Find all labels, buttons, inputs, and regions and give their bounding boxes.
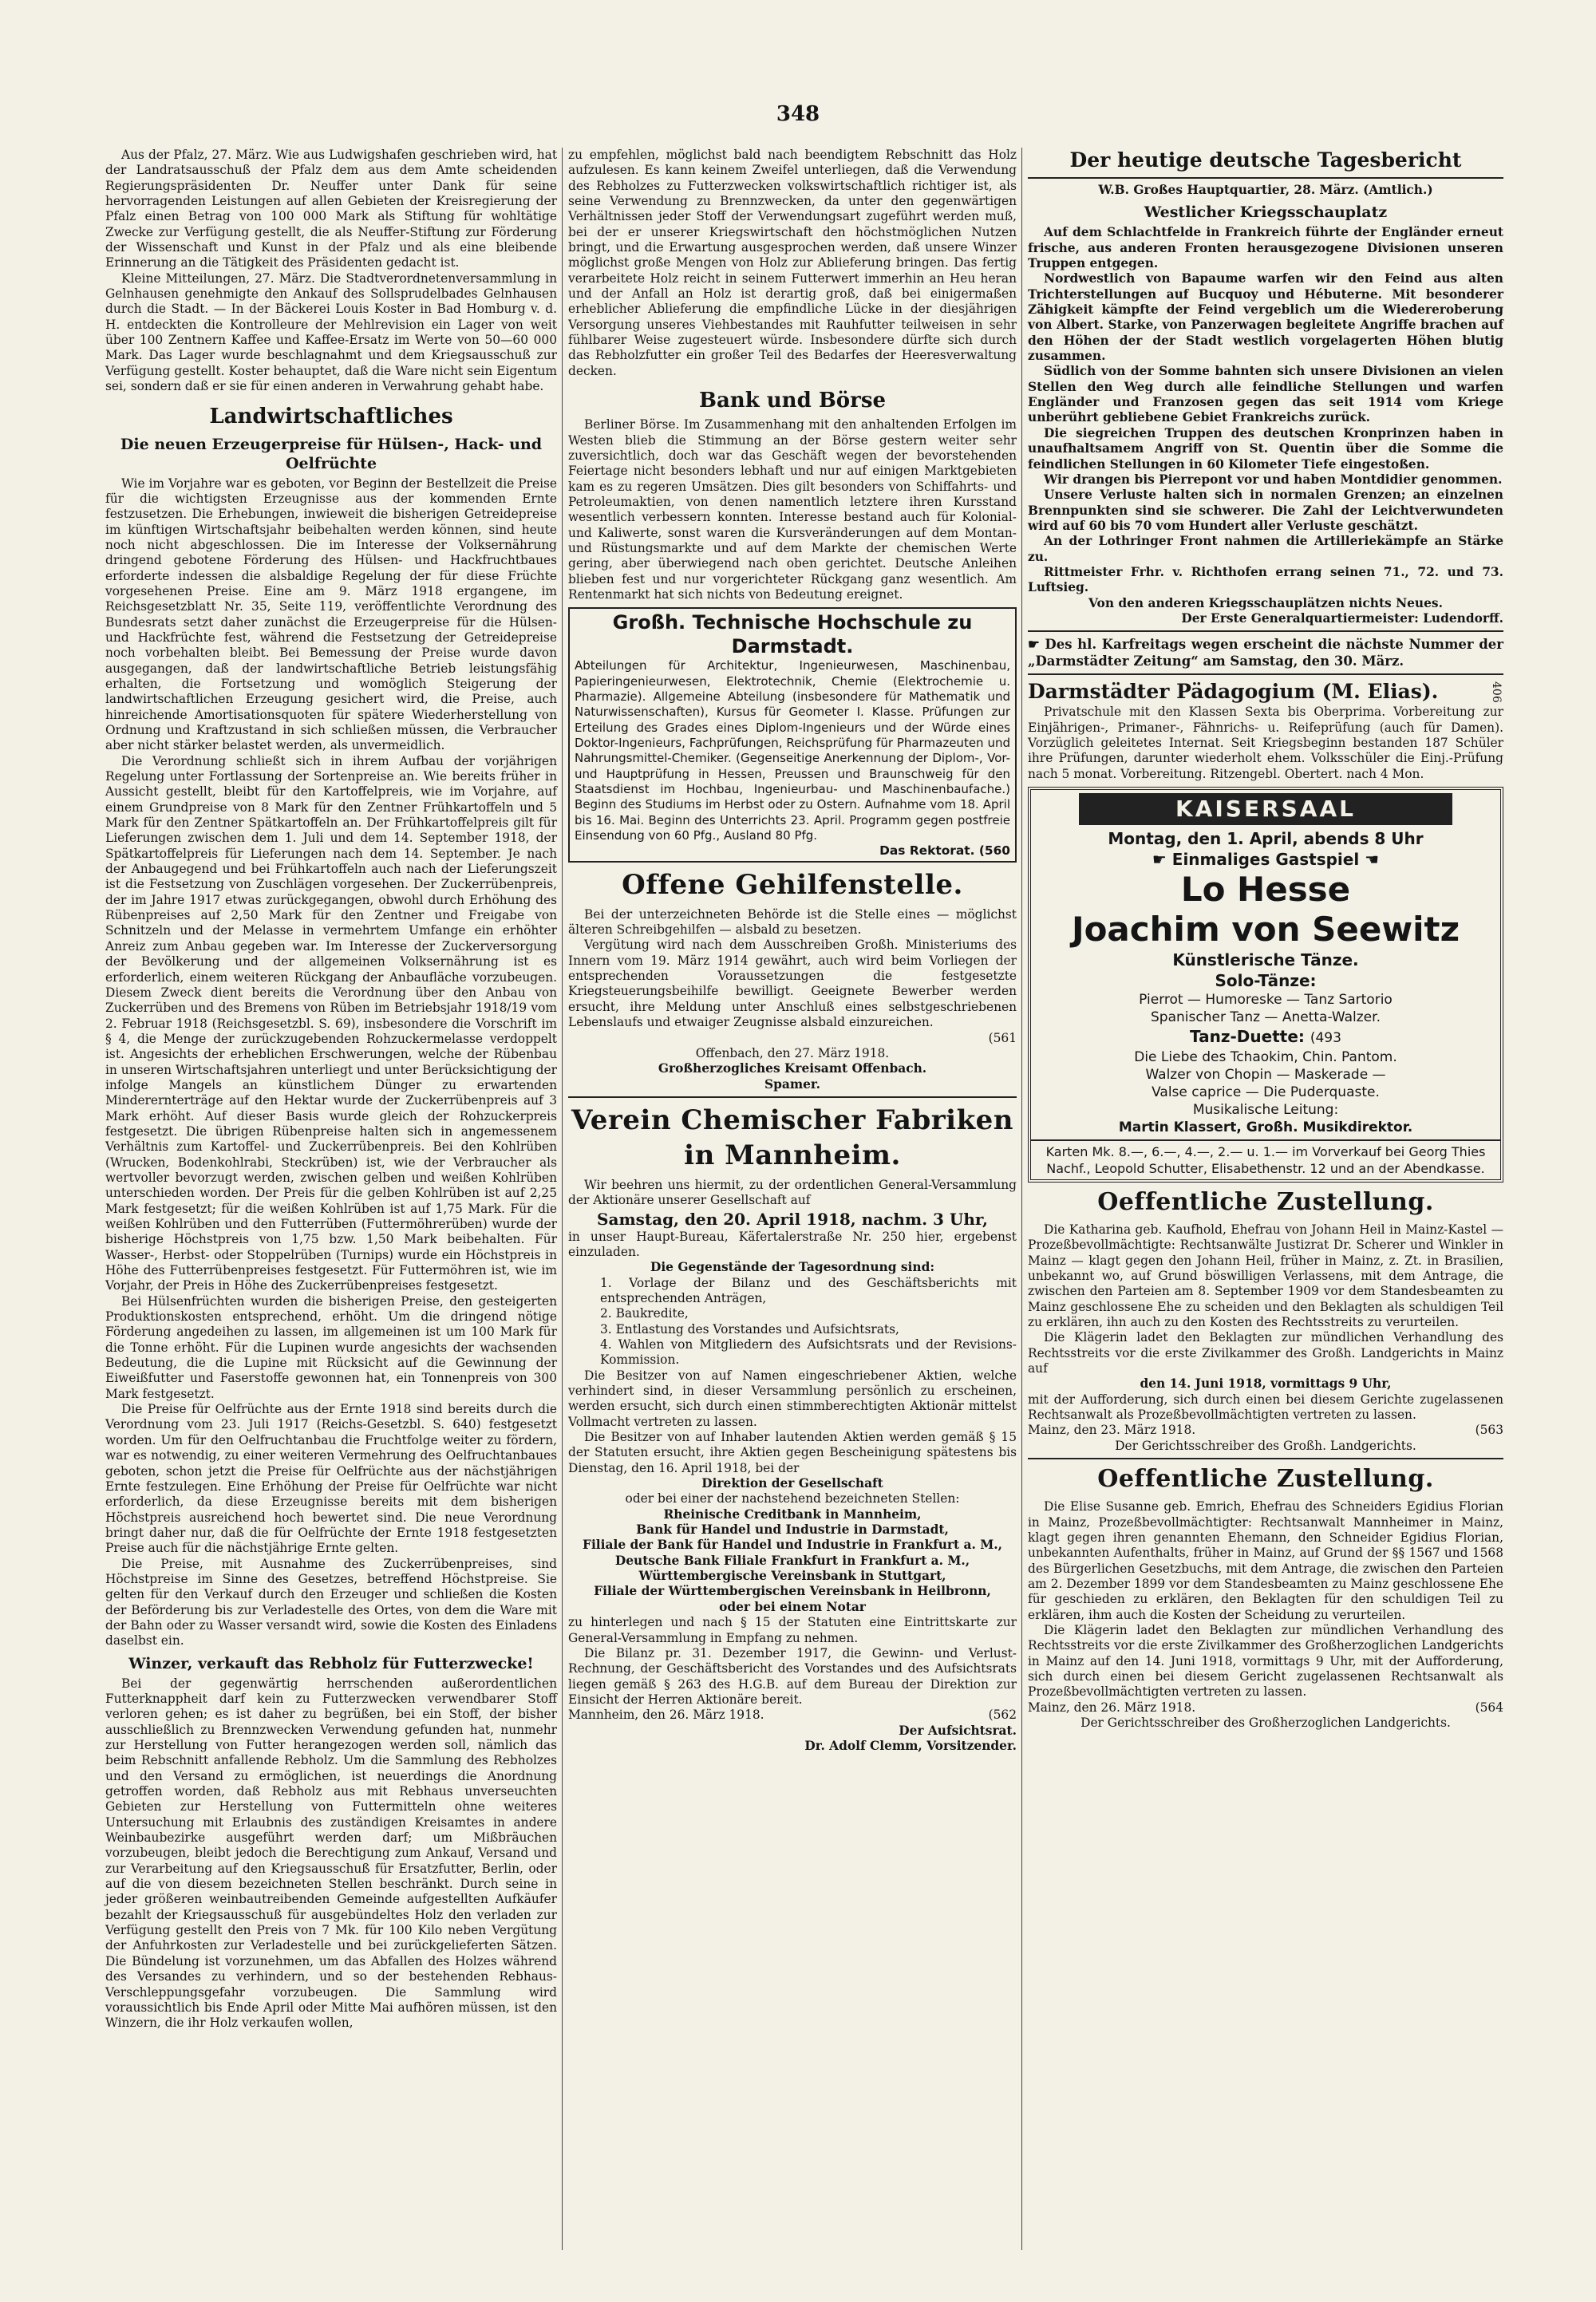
article-continuation: zu empfehlen, möglichst bald nach beendigtem Rebschnitt das Holz aufzulesen. Es kann keinem Zweifel unterliegen, daß die Verwendung des Rebholzes zu Futterzwecken volkswirtschaftlich richtiger ist, als seine Verwendung zu Brennzwecken, da unter den gegenwärtigen Verhältnissen jeder Stoff der Verwendungsart zugeführt werden muß, bei der er unserer Kriegswirtschaft den höchstmöglichen Nutzen bringt, und die Erwartung ausgesprochen werden, daß unsere Winzer möglichst große Mengen von Holz zur Ablieferung bringen. Das fertig verarbeitete Holz reicht in seinem Futterwert immerhin an Heu heran und der Anfall an Holz ist derartig groß, daß bei einigermaßen erheblicher Ablieferung die empfindliche Lücke in der diesjährigen Versorgung unseres Viehbestandes mit Rauhfutter teilweisen in sehr fühlbarer Weise zugesteuert würde. Insbesondere dürfte sich durch das Rebholzfutter ein großer Teil des Bedarfes der Heeresverwaltung decken.: [568, 148, 1017, 378]
article-paragraph: Bei Hülsenfrüchten wurden die bisherigen Preise, den gesteigerten Produktionskosten entsprechend, erhöht. Um die dringend nötige Förderung angedeihen zu lassen, im allgemeinen ist um 100 Mark für die Tonne erhöht. Für die Lupinen wurde angesichts der wachsenden Bedeutung, die die Lupine mit Rücksicht auf die Gewinnung der Eiweißfutter und Faserstoffe gewonnen hat, ein Tonnenpreis von 300 Mark festgesetzt.: [105, 1293, 557, 1401]
ad-body: zu hinterlegen und nach § 15 der Statuten eine Eintrittskarte zur General-Versammlung in Empfang zu nehmen.: [568, 1615, 1017, 1645]
column-middle: [568, 148, 1017, 1754]
pointing-hand-icon: ☛: [1028, 637, 1045, 653]
section-heading-landwirtschaft: Landwirtschaftliches: [209, 404, 453, 428]
page-number: 348: [776, 102, 820, 126]
notice-signature: Der Gerichtsschreiber des Großherzoglichen Landgerichts.: [1080, 1715, 1451, 1730]
column-right: [1028, 148, 1503, 1731]
bank-item: Württembergische Vereinsbank in Stuttgart,: [638, 1569, 946, 1584]
article-paragraph: Die Preise, mit Ausnahme des Zuckerrübenpreises, sind Höchstpreise im Sinne des Gesetzes, betreffend Höchstpreise. Sie gelten für den Verkauf durch den Erzeuger und schließen die Kosten der Beförderung bis zur Verladestelle des Ortes, von dem die Ware mit der Bahn oder zu Wasser versandt wird, sowie die Kosten des Einladens daselbst ein.: [105, 1556, 557, 1649]
article-pfalz: Aus der Pfalz, 27. März. Wie aus Ludwigshafen geschrieben wird, hat der Landratsausschuß der Pfalz dem aus dem Amte scheidenden Regierungspräsidenten Dr. Neuffer unter Dank für seine hervorragenden Leistungen auf allen Gebieten der Kreisregierung der Pfalz einen Betrag von 100 000 Mark als Stiftung für wohltätige Zwecke zur Verfügung gestellt, die als Neuffer-Stiftung zur Förderung der Wissenschaft und Kunst in der Pfalz und als eine bleibende Erinnerung an die Tätigkeit des Präsidenten gedacht ist.: [105, 148, 557, 270]
column-rule: [562, 148, 563, 2250]
ad-body: Vergütung wird nach dem Ausschreiben Großh. Ministeriums des Innern vom 19. März 1914 gewährt, auch wird beim Vorliegen der entsprechenden Voraussetzungen die festgesetzte Kriegsteuerungsbeihilfe bewilligt. Geeignete Bewerber werden ersucht, ihre Meldung unter Anschluß eines selbstgeschriebenen Lebenslaufs und etwaiger Zeugnisse alsbald einzureichen.: [568, 938, 1017, 1030]
agenda-item: 4. Wahlen von Mitgliedern des Aufsichtsrats und der Revisions-Kommission.: [600, 1337, 1017, 1368]
ad-body: Abteilungen für Architektur, Ingenieurwesen, Maschinenbau, Papieringenieurwesen, Elektrotechnik, Chemie (Elektrochemie u. Pharmazie). Allgemeine Abteilung (insbesondere für Mathematik und Naturwissenschaften), Kursus für Geometer I. Klasse. Prüfungen zur Erteilung des Grades eines Diplom-Ingenieurs und der Würde eines Doktor-Ingenieurs, Fachprüfungen, Reichsprüfung für Pharmazeuten und Nahrungsmittel-Chemiker. (Gegenseitige Anerkennung der Diplom-, Vor- und Hauptprüfung in Hessen, Preussen und Braunschweig für den Staatsdienst im Hochbau, Ingenieurbau- und Maschinenbaufache.) Beginn des Studiums im Herbst oder zu Ostern. Aufnahme vom 18. April bis 16. Mai. Beginn des Unterrichts 23. April. Programm gegen postfreie Einsendung von 60 Pfg., Ausland 80 Pfg.: [575, 658, 1010, 843]
article-paragraph: Die Verordnung schließt sich in ihrem Aufbau der vorjährigen Regelung unter Fortlassung der Sortenpreise an. Wie bereits früher in Aussicht gestellt, bleibt für den Kartoffelpreis, wie im Vorjahre, auf einem Grundpreise von 8 Mark für den Zentner Frühkartoffeln und 5 Mark für den Zentner Spätkartoffeln an. Der Frühkartoffelpreis gilt für Lieferungen zwischen dem 1. Juli und dem 14. September 1918, der Spätkartoffelpreis für Lieferungen nach dem 14. September. Je nach der Anbaugegend und bei Frühkartoffeln auch nach der Lieferungszeit ist die Festsetzung von Zuschlägen vorgesehen. Der Zuckerrübenpreis, der im Jahre 1917 etwas zurückgegangen, obwohl durch Erhöhung des Rübenpreises auf 2,50 Mark für den Zentner und Freigabe von Schnitzeln und der Melasse in vermehrtem Umfange ein erhöhter Anreiz zum Anbau gegeben war. Im Interesse der Zuckerversorgung der Bevölkerung und der allgemeinen Volksernährung ist es erforderlich, einem weiteren Rückgang der Anbaufläche vorzubeugen. Diesem Zweck dient bereits die Verordnung über den Anbau von Zuckerrüben und des Bremens von Rüben im Betriebsjahr 1918/19 vom 2. Februar 1918 (Reichsgesetzbl. S. 69), insbesondere die Vorschrift im § 4, die Menge der zurückzugebenden Rohzuckermelasse verdoppelt ist. Angesichts der erheblichen Erschwerungen, welche der Rübenbau in unseren Wirtschaftsjahren unterliegt und unter Berücksichtigung der infolge Mangels an künstlichem Dünger zu erwartenden Minderernterträge auf den Hektar wurde der Zuckerrübenpreis auf 3 Mark erhöht. Auf dieser Basis wurde gleich der Rohzuckerpreis festgesetzt. Die übrigen Rübenpreise halten sich in angemessenem Verhältnis zum Kartoffel- und Zuckerrübenpreis. Bei den Kohlrüben (Wrucken, Bodenkohlrabi, Steckrüben) ist, wie der Verbraucher als wertvoller bevorzugt werden, zwischen gelben und weißen Kohlrüben unterschieden worden. Der Preis für die gelben Kohlrüben ist auf 2,25 Mark festgesetzt; für die weißen Kohlrüben ist auf 1,75 Mark. Für die weißen Kohlrüben und den Futterrüben (Futtermöhrerüben) wurde der bisherige Höchstpreis von 1,75 bzw. 1,50 Mark beibehalten. Für Wasser-, Herbst- oder Stoppelrüben (Turnips) wurde ein Höchstpreis in Höhe des Futterrübenpreises festgesetzt. Für Futtermöhren ist, wie im Vorjahr, der Preis in Höhe des Zuckerrübenpreises festgesetzt.: [105, 753, 557, 1293]
ad-title-verein-chemischer-fabriken: Verein Chemischer Fabriken in Mannheim.: [571, 1104, 1013, 1171]
ad-number: (564: [1475, 1700, 1503, 1715]
ad-body: Privatschule mit den Klassen Sexta bis Oberprima. Vorbereitung zur Einjährigen-, Primaner-, Fähnrichs- u. Reifeprüfung (auch für Damen). Vorzüglich geleitetes Internat. Seit Kriegsbeginn bestanden 187 Schüler ihre Prüfungen, darunter wiederholt ehem. Volksschüler die Einj.-Prüfung nach 5 monat. Vorbereitung. Ritzengebl. Obertert. nach 4 Mon.: [1028, 705, 1503, 781]
bank-item: Filiale der Württembergischen Vereinsbank in Heilbronn,: [594, 1584, 991, 1599]
music-director: Martin Klassert, Großh. Musikdirektor.: [1118, 1119, 1413, 1135]
venue-title: KAISERSAAL: [1079, 793, 1452, 825]
bank-item: Filiale der Bank für Handel und Industrie in Frankfurt a. M.,: [583, 1538, 1002, 1553]
article-heading-erzeugerpreise: Die neuen Erzeugerpreise für Hülsen-, Hack- und Oelfrüchte: [120, 435, 543, 472]
notice-place-date: Mainz, den 26. März 1918.: [1028, 1700, 1196, 1715]
report-paragraph: Unsere Verluste halten sich in normalen Grenzen; an einzelnen Brennpunkten sind sie schwerer. Die Zahl der Leichtverwundeten wird auf 60 bis 70 vom Hundert aller Verluste geschätzt.: [1028, 488, 1503, 533]
music-heading: Musikalische Leitung:: [1192, 1102, 1339, 1118]
ad-number: (563: [1475, 1423, 1503, 1438]
ad-body: in unser Haupt-Bureau, Käfertalerstraße Nr. 250 hier, ergebenst einzuladen.: [568, 1229, 1017, 1259]
report-paragraph: Rittmeister Frhr. v. Richthofen errang seinen 71., 72. und 73. Luftsieg.: [1028, 564, 1503, 595]
notice-title-zustellung: Oeffentliche Zustellung.: [1097, 1465, 1434, 1494]
column-left: [105, 148, 557, 2032]
report-paragraph: Wir drangen bis Pierrepont vor und haben Montdidier genommen.: [1044, 472, 1503, 487]
pointing-hand-icon: ☚: [1359, 850, 1380, 869]
program-item: Valse caprice — Die Puderquaste.: [1152, 1084, 1380, 1100]
program-item: Die Liebe des Tchaokim, Chin. Pantom.: [1134, 1049, 1397, 1065]
article-paragraph: Die Preise für Oelfrüchte aus der Ernte 1918 sind bereits durch die Verordnung vom 23. Juli 1917 (Reichs-Gesetzbl. S. 640) festgesetzt worden. Um für den Oelfruchtanbau die Fruchtfolge weiter zu fördern, war es notwendig, zu einer weiteren Vermehrung des Oelfruchtanbaues geboten, schon jetzt die Preise für Oelfrüchte aus der nächstjährigen Ernte festzulegen. Eine Erhöhung der Preise für Oelfrüchte war nicht erforderlich, da diese Erzeugnisse bereits mit dem bisherigen Höchstpreis ausreichend hoch bewertet sind. Die neue Verordnung bringt daher nur, daß die für Oelfrüchte der Ernte 1918 festgesetzten Preise auch für die nächstjährige Ernte gelten.: [105, 1402, 557, 1556]
divider: [568, 1096, 1017, 1098]
report-paragraph: Südlich von der Somme bahnten sich unsere Divisionen an vielen Stellen den Weg durch alle feindliche Stellungen und warfen Engländer und Franzosen gegen das seit 1914 vom Kriege unberührt gebliebene Gebiet Frankreichs zurück.: [1028, 364, 1503, 425]
column-rule: [1021, 148, 1022, 2250]
ad-title-gehilfenstelle: Offene Gehilfenstelle.: [622, 868, 963, 901]
pointing-hand-icon: ☛: [1152, 850, 1172, 869]
meeting-date: Samstag, den 20. April 1918, nachm. 3 Uhr,: [597, 1209, 988, 1229]
article-heading-westlicher-kriegsschauplatz: Westlicher Kriegsschauplatz: [1144, 203, 1388, 222]
notice-place-date: Mainz, den 23. März 1918.: [1028, 1423, 1196, 1438]
ad-number: (493: [1310, 1030, 1341, 1046]
article-paragraph: Bei der gegenwärtig herrschenden außerordentlichen Futterknappheit darf kein zu Futterzwecken verwendbarer Stoff verloren gehen; es ist daher zu begrüßen, bei ein Stoff, der bisher ausschließlich zu Brennzwecken Verwendung gefunden hat, nunmehr zur Herstellung von Futter herangezogen werden soll, nämlich das beim Rebschnitt anfallende Rebholz. Um die Sammlung des Rebholzes und den Versand zu ermöglichen, ist neuerdings die Anordnung getroffen worden, daß Rebholz aus mit Rebhaus unverseuchten Gebieten zur Herstellung von Futtermitteln ohne weiteres Untersuchung mit Erlaubnis des zuständigen Kreisamtes in andere Weinbaubezirke ausgeführt werden darf; um Mißbräuchen vorzubeugen, bleibt jedoch die Berechtigung zum Ankauf, Versand und zur Verarbeitung auf den Kriegsausschuß für Ersatzfutter, Berlin, oder auf die von diesem bezeichneten Stellen beschränkt. Durch seine in jeder größeren weinbautreibenden Gemeinde aufgestellten Aufkäufer bezahlt der Kriegsausschuß für ausgebündeltes Holz den verladen zur Verfügung gestellt den Preis von 7 Mk. für 100 Kilo neben Vergütung der Anfuhrkosten zur Verladestelle und bei zurückgelieferten Sätzen. Die Bündelung ist vorzunehmen, um das Abfallen des Holzes während des Versandes zu verhindern, und so der bestehenden Rebhaus-Verschleppungsgefahr vorzubeugen. Die Sammlung wird voraussichtlich bis Ende April oder Mitte Mai aufhören müssen, ist den Winzern, die ihr Holz verkaufen wollen,: [105, 1676, 557, 2031]
event-subtitle: Künstlerische Tänze.: [1172, 950, 1359, 969]
ad-body: Bei der unterzeichneten Behörde ist die Stelle eines — möglichst älteren Schreibgehilfen — alsbald zu besetzen.: [568, 906, 1017, 938]
program-heading: [1031, 1026, 1500, 1048]
notice-body: Die Klägerin ladet den Beklagten zur mündlichen Verhandlung des Rechtsstreits vor die erste Zivilkammer des Großherzoglichen Landgerichts in Mainz auf den 14. Juni 1918, vormittags 9 Uhr, mit der Aufforderung, sich durch einen bei diesem Gericht zugelassenen Rechtsanwalt als Prozeßbevollmächtigten vertreten zu lassen.: [1028, 1622, 1503, 1700]
article-kleine-mitteilungen: Kleine Mitteilungen, 27. März. Die Stadtverordnetenversammlung in Gelnhausen genehmigte den Ankauf des Sollsprudelbades Gelnhausen durch die Stadt. — In der Bäckerei Louis Koster in Bad Homburg v. d. H. entdeckten die Kontrolleure der Mehlrevision ein Lager von weit über 100 Zentnern Kaffee und Kaffee-Ersatz im Werte von 50—60 000 Mark. Das Lager wurde beschlagnahmt und dem Kriegsausschuß zur Verfügung gestellt. Koster behauptet, daß die Ware nicht sein Eigentum sei, sondern daß er sie für einen anderen in Verwahrung gehabt habe.: [105, 270, 557, 394]
report-paragraph: Die siegreichen Truppen des deutschen Kronprinzen haben in unaufhaltsamem Angriff von St. Quentin über die Somme die feindlichen Stellungen in 60 Kilometer Tiefe eingestoßen.: [1028, 425, 1503, 472]
notice-signature: Der Gerichtsschreiber des Großh. Landgerichts.: [1115, 1438, 1416, 1453]
guest-label: Einmaliges Gastspiel: [1171, 850, 1360, 869]
section-heading-tagesbericht: Der heutige deutsche Tagesbericht: [1069, 148, 1462, 172]
ad-body: Die Besitzer von auf Namen eingeschriebener Aktien, welche verhindert sind, in dieser Versammlung persönlich zu erscheinen, werden ersucht, sich durch einen stimmberechtigten Aktionär mittelst Vollmacht vertreten zu lassen.: [568, 1368, 1017, 1429]
bank-item: Rheinische Creditbank in Mannheim,: [663, 1506, 922, 1522]
dateline: W.B. Großes Hauptquartier, 28. März. (Amtlich.): [1098, 183, 1433, 197]
article-berliner-boerse: Berliner Börse. Im Zusammenhang mit den anhaltenden Erfolgen im Westen blieb die Stimmung an der Börse gestern weiter sehr zuversichtlich, doch war das Geschäft wegen der bevorstehenden Feiertage nicht besonders lebhaft und nur auf einigen Marktgebieten kam es zu regeren Umsätzen. Dies gilt besonders von Schiffahrts- und Petroleumaktien, von denen namentlich letztere ihren Kursstand wesentlich verbessern konnten. Interesse bestand auch für Kolonial- und Kaliwerte, sonst waren die Kursveränderungen auf dem Montan- und Rüstungsmarkte und auf dem Markte der chemischen Werte gering, aber überwiegend nach oben gerichtet. Deutsche Anleihen blieben fest und nur vorgerichteter Rückgang ganz wesentlich. Am Rentenmarkt hat sich nichts von Bedeutung ereignet.: [568, 417, 1017, 602]
performer-name: Joachim von Seewitz: [1071, 910, 1460, 949]
ad-title-paedagogium: Darmstädter Pädagogium (M. Elias).: [1028, 680, 1439, 704]
article-paragraph: Wie im Vorjahre war es geboten, vor Beginn der Bestellzeit die Preise für die wichtigsten Erzeugnisse aus der kommenden Ernte festzusetzen. Die Erhebungen, inwieweit die bisherigen Getreidepreise im künftigen Wirtschaftsjahr beibehalten werden können, sind heute noch nicht abgeschlossen. Die im Interesse der Volksernährung dringend gebotene Förderung des Hülsen- und Hackfruchtbaues erforderte indessen die alsbaldige Regelung der für diese Früchte vorgesehenen Preise. Eine am 9. März 1918 ergangene, im Reichsgesetzblatt Nr. 35, Seite 119, veröffentlichte Verordnung des Bundesrats setzt daher zunächst die Erzeugerpreise für die Hülsen- und Hackfrüchte fest, während die Festsetzung der Getreidepreise noch vorbehalten bleibt. Bei Bemessung der Preise wurde davon ausgegangen, daß der landwirtschaftliche Betrieb leistungsfähig erhalten, die Fortsetzung und womöglich Steigerung der landwirtschaftlichen Erzeugung gesichert wird, die Preise, auch hinreichende Amortisationsquoten für spätere Wiederherstellung von Ordnung und Kraftzustand in sich schließen müssen, die Verbraucher aber nicht stärker belastet werden, als unvermeidlich.: [105, 476, 557, 753]
duett-label: Tanz-Duette:: [1190, 1027, 1305, 1046]
ad-signature: Der Aufsichtsrat.: [899, 1723, 1017, 1738]
divider: [1028, 1458, 1503, 1459]
report-paragraph: An der Lothringer Front nahmen die Artilleriekämpfe an Stärke zu.: [1028, 534, 1503, 564]
program-item: Pierrot — Humoreske — Tanz Sartorio: [1139, 992, 1393, 1008]
report-paragraph: Von den anderen Kriegsschauplätzen nichts Neues.: [1088, 595, 1443, 610]
program-heading: Solo-Tänze:: [1215, 971, 1317, 990]
divider: [1028, 630, 1503, 632]
performer-name: Lo Hesse: [1180, 870, 1351, 909]
hearing-date: den 14. Juni 1918, vormittags 9 Uhr,: [1140, 1376, 1392, 1392]
article-heading-winzer: Winzer, verkauft das Rebholz für Futterzwecke!: [128, 1654, 534, 1672]
ad-body: Die Bilanz pr. 31. Dezember 1917, die Gewinn- und Verlust-Rechnung, der Geschäftsbericht des Vorstandes und des Aufsichtsrats liegen gemäß § 263 des H.G.B. auf dem Bureau der Direktion zur Einsicht der Herren Aktionäre bereit.: [568, 1645, 1017, 1707]
divider: [1028, 673, 1503, 675]
notice-body: Die Katharina geb. Kaufhold, Ehefrau von Johann Heil in Mainz-Kastel — Prozeßbevollmächtigte: Rechtsanwälte Justizrat Dr. Scherer und Winkler in Mainz — klagt gegen den Johann Heil, früher in Mainz, z. Zt. in Brasilien, unbekannt wo, auf Grund böswilligen Verlassens, mit dem Antrage, die zwischen den Parteien am 8. September 1909 vor dem Standesbeamten zu Mainz geschlossene Ehe zu scheiden und den Beklagten als schuldigen Teil zu erklären, ihn auch zu den Kosten des Rechtsstreits zu verurteilen.: [1028, 1222, 1503, 1330]
report-signature: Der Erste Generalquartiermeister: Ludendorff.: [1181, 610, 1503, 626]
ad-body: Die Besitzer von auf Inhaber lautenden Aktien werden gemäß § 15 der Statuten ersucht, ihre Aktien gegen Bescheinigung spätestens bis Dienstag, den 16. April 1918, bei der: [568, 1430, 1017, 1475]
agenda-item: 3. Entlastung des Vorstandes und Aufsichtsrats,: [600, 1321, 899, 1337]
notice-text: Des hl. Karfreitags wegen erscheint die nächste Nummer der „Darmstädter Zeitung“ am Samstag, den 30. März.: [1028, 637, 1503, 669]
ad-place-date: Mannheim, den 26. März 1918.: [568, 1708, 764, 1723]
ad-number: 406: [1490, 681, 1503, 703]
program-item: Walzer von Chopin — Maskerade —: [1145, 1067, 1386, 1083]
report-paragraph: Nordwestlich von Bapaume warfen wir den Feind aus alten Trichterstellungen auf Bucquoy und Hébuterne. Mit besonderer Zähigkeit kämpfte der Feind vergeblich um die Wiedereroberung von Albert. Starke, von Panzerwagen begleitete Angriffe brachen auf den Höhen der der Stadt westlich vorgelagerten Höhen blutig zusammen.: [1028, 271, 1503, 364]
ad-signature: Spamer.: [764, 1076, 820, 1092]
ad-signature: Dr. Adolf Clemm, Vorsitzender.: [804, 1738, 1017, 1753]
ad-technische-hochschule: [568, 607, 1017, 862]
ad-kaisersaal: [1028, 787, 1503, 1183]
agenda-item: 2. Baukredite,: [600, 1306, 689, 1321]
bank-item: oder bei einem Notar: [719, 1599, 866, 1614]
section-heading-bank-boerse: Bank und Börse: [698, 389, 887, 413]
ad-number: (560: [978, 843, 1010, 859]
event-date: Montag, den 1. April, abends 8 Uhr: [1108, 829, 1424, 848]
ad-number: (562: [988, 1708, 1017, 1723]
bank-item: Bank für Handel und Industrie in Darmstadt,: [636, 1522, 949, 1538]
bank-item: oder bei einer der nachstehend bezeichneten Stellen:: [625, 1491, 960, 1506]
notice-body: Die Elise Susanne geb. Emrich, Ehefrau des Schneiders Egidius Florian in Mainz, Prozeßbevollmächtigter: Rechtsanwalt Mannheimer in Mainz, klagt gegen ihren genannten Ehemann, den Schneider Egidius Florian, unbekannten Aufenthalts, früher in Mainz, auf Grund der §§ 1567 und 1568 des Bürgerlichen Gesetzbuchs, mit dem Antrage, die zwischen den Parteien am 2. Dezember 1899 vor dem Standesbeamten zu Mainz geschlossene Ehe für geschieden zu erklären, den Beklagten für den schuldigen Teil zu erklären, ihm auch die Kosten der Scheidung zu verurteilen.: [1028, 1499, 1503, 1622]
ad-signature: Das Rektorat.: [879, 843, 975, 859]
agenda-item: 1. Vorlage der Bilanz und des Geschäftsberichts mit entsprechenden Anträgen,: [600, 1275, 1017, 1305]
agenda-heading: Die Gegenstände der Tagesordnung sind:: [650, 1260, 935, 1275]
report-paragraph: Auf dem Schlachtfelde in Frankreich führte der Engländer erneut frische, aus anderen Fronten herausgezogene Divisionen unseren Truppen entgegen.: [1028, 225, 1503, 271]
ad-body: Wir beehren uns hiermit, zu der ordentlichen General-Versammlung der Aktionäre unserer Gesellschaft auf: [568, 1177, 1017, 1208]
ad-title: Großh. Technische Hochschule zu Darmstadt.: [612, 611, 973, 658]
bank-item: Direktion der Gesellschaft: [701, 1476, 883, 1491]
notice-title-zustellung: Oeffentliche Zustellung.: [1097, 1188, 1434, 1216]
program-item: Spanischer Tanz — Anetta-Walzer.: [1151, 1009, 1381, 1025]
event-guest: [1031, 849, 1500, 870]
notice-body: mit der Aufforderung, sich durch einen bei diesem Gerichte zugelassenen Rechtsanwalt als Prozeßbevollmächtigten vertreten zu lassen.: [1028, 1392, 1503, 1423]
divider: [1028, 177, 1503, 179]
ad-signature: Großherzogliches Kreisamt Offenbach.: [658, 1061, 927, 1076]
ad-number: (561: [988, 1030, 1017, 1045]
ticket-info: Karten Mk. 8.—, 6.—, 4.—, 2.— u. 1.— im Vorverkauf bei Georg Thies Nachf., Leopold Schutter, Elisabethenstr. 12 und an der Abendkasse.: [1031, 1139, 1500, 1179]
notice-body: Die Klägerin ladet den Beklagten zur mündlichen Verhandlung des Rechtsstreits vor die erste Zivilkammer des Großh. Landgerichts in Mainz auf: [1028, 1330, 1503, 1376]
notice-karfreitag: [1028, 636, 1503, 669]
ad-place-date: Offenbach, den 27. März 1918.: [695, 1045, 890, 1060]
bank-item: Deutsche Bank Filiale Frankfurt in Frankfurt a. M.,: [614, 1553, 970, 1568]
